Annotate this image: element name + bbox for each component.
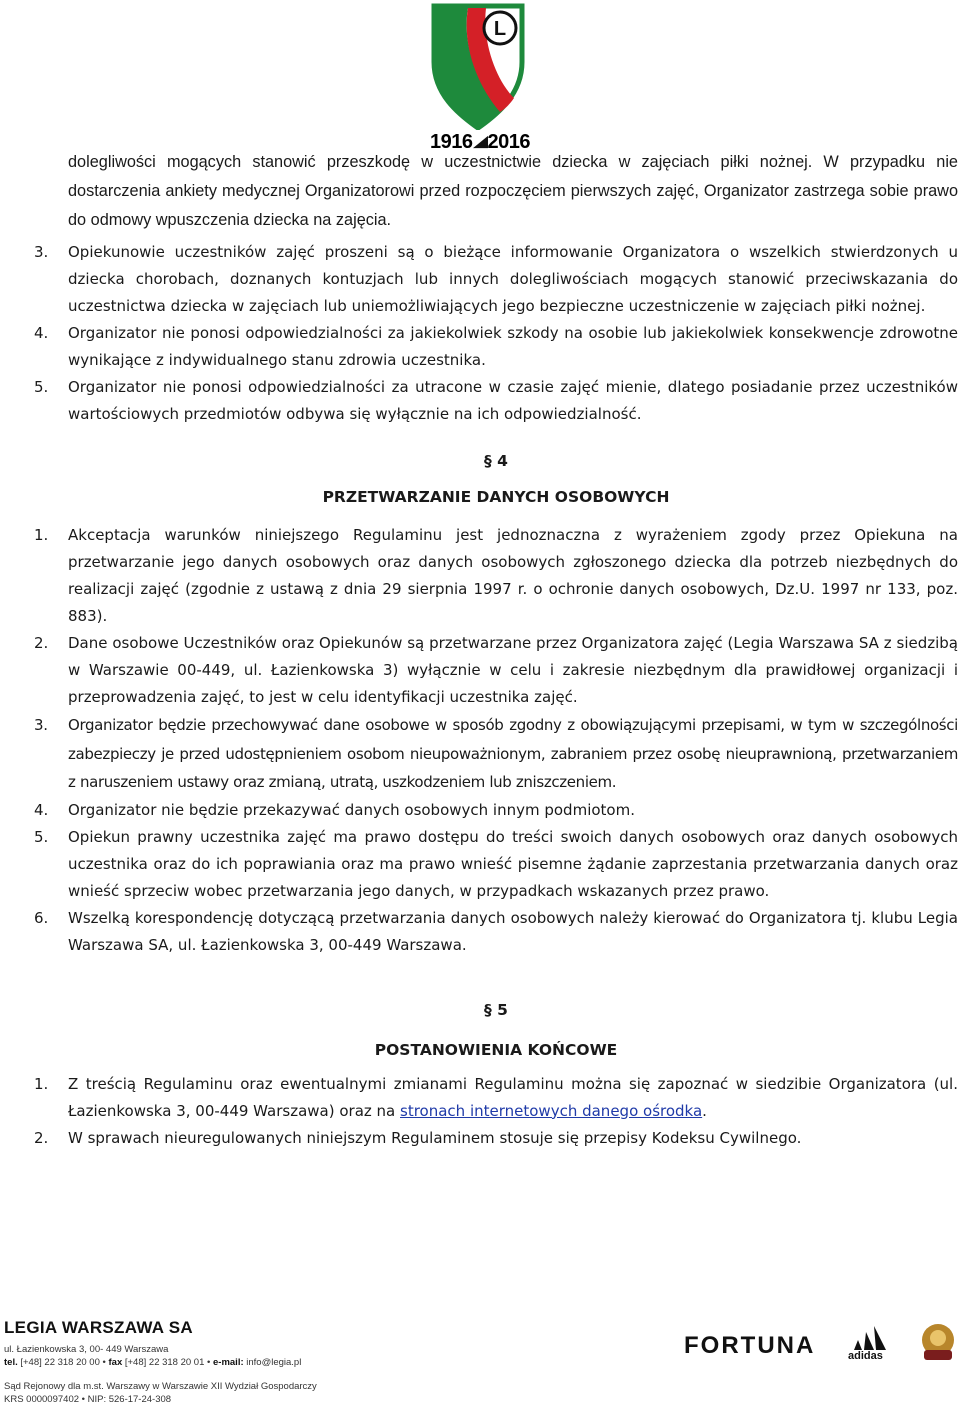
fortuna-logo: FORTUNA bbox=[684, 1332, 816, 1359]
adidas-wordmark: adidas bbox=[848, 1350, 883, 1362]
item-text: W sprawach nieuregulowanych niniejszym Regulaminem stosuje się przepisy Kodeksu Cywilnego. bbox=[68, 1128, 802, 1147]
section-5-mark: § 5 bbox=[484, 1000, 508, 1019]
item-number: 3. bbox=[34, 243, 49, 261]
item-number: 5. bbox=[34, 827, 49, 846]
footer-contact bbox=[4, 1318, 384, 1370]
list-item bbox=[34, 239, 958, 320]
item-number: 4. bbox=[34, 800, 49, 819]
list-item bbox=[34, 905, 958, 959]
organization-address: ul. Łazienkowska 3, 00- 449 Warszawa bbox=[4, 1344, 169, 1355]
item-text-end: . bbox=[702, 1101, 707, 1120]
kolejorz-beer-logo-icon bbox=[918, 1320, 958, 1368]
list-item bbox=[34, 522, 958, 630]
email-label: e-mail: bbox=[213, 1357, 244, 1368]
list-item bbox=[34, 320, 958, 374]
fax-label: fax bbox=[108, 1357, 123, 1368]
centre-website-link[interactable]: stronach internetowych danego ośrodka bbox=[400, 1101, 703, 1120]
court-registry bbox=[4, 1380, 317, 1406]
item-number: 1. bbox=[34, 526, 49, 544]
contact-line: tel. [+48] 22 318 20 00 • fax [+48] 22 318 20 01 • e-mail: info@legia.pl bbox=[4, 1357, 302, 1368]
tel-label: tel. bbox=[4, 1357, 18, 1368]
item-text: Z treścią Regulaminu oraz ewentualnymi zmianami Regulaminu można się zapoznać w siedzibie Organizatora (ul. Łazienkowska 3, 00-449 Warszawa) oraz na bbox=[68, 1074, 958, 1120]
item-number: 2. bbox=[34, 1128, 49, 1147]
item-text: Akceptacja warunków niniejszego Regulaminu jest jednoznaczna z wyrażeniem zgody przez Opiekuna na przetwarzanie jego danych osobowych oraz danych osobowych zgłoszonego dziecka dla potrzeb niezbędnych do realizacji zajęć (zgodnie z ustawą z dnia 29 sierpnia 1997 r. o ochronie danych osobowych, Dz.U. 1997 nr 133, poz. 883). bbox=[68, 526, 958, 625]
organization-name: LEGIA WARSZAWA SA bbox=[4, 1318, 193, 1337]
item-number: 5. bbox=[34, 378, 49, 396]
item-text: Organizator nie ponosi odpowiedzialności za utracone w czasie zajęć mienie, dlatego posiadanie przez uczestników wartościowych przedmiotów odbywa się wyłącznie na ich odpowiedzialność. bbox=[68, 378, 958, 423]
list-item bbox=[34, 824, 958, 905]
item-text: Organizator będzie przechowywać dane osobowe w sposób zgodny z obowiązującymi przepisami, w tym w szczególności zabezpieczy je przed udostępnieniem osobom nieupoważnionym, zabraniem przez osobę nieuprawnioną, przetwarzaniem z naruszeniem ustawy oraz zmianą, utratą, uszkodzeniem lub zniszczeniem. bbox=[68, 716, 958, 791]
section-4-title: PRZETWARZANIE DANYCH OSOBOWYCH bbox=[322, 488, 670, 506]
list-item bbox=[34, 374, 958, 428]
item-number: 1. bbox=[34, 1074, 49, 1093]
list-item bbox=[34, 630, 958, 711]
item-text: Opiekun prawny uczestnika zajęć ma prawo dostępu do treści swoich danych osobowych oraz danych osobowych uczestnika oraz do ich poprawiania oraz ma prawo wnieść pisemne żądanie zaprzestania przetwarzania danych oraz wnieść sprzeciw wobec przetwarzania jego danych, w przypadkach wskazanych przez prawo. bbox=[68, 827, 958, 900]
document-body bbox=[34, 148, 958, 1152]
item-number: 2. bbox=[34, 634, 49, 652]
item-number: 6. bbox=[34, 908, 49, 927]
section-5-list bbox=[34, 1071, 958, 1152]
krs-nip-text: KRS 0000097402 • NIP: 526-17-24-308 bbox=[4, 1394, 172, 1405]
item-text: Dane osobowe Uczestników oraz Opiekunów są przetwarzane przez Organizatora zajęć (Legia Warszawa SA z siedzibą w Warszawie 00-449, ul. Łazienkowska 3) wyłącznie w celu i zakresie niezbędnym dla prawidłowej organizacji i przeprowadzenia zajęć, to jest w celu identyfikacji uczestnika zajęć. bbox=[68, 634, 958, 706]
intro-paragraph: dolegliwości mogących stanowić przeszkodę w uczestnictwie dziecka w zajęciach piłki nożnej. W przypadku nie dostarczenia ankiety medycznej Organizatorowi przed rozpoczęciem pierwszych zajęć, Organizator zastrzega sobie prawo do odmowy wpuszczenia dziecka na zajęcia. bbox=[68, 153, 958, 229]
list-item bbox=[34, 797, 958, 824]
adidas-logo-icon bbox=[850, 1326, 890, 1350]
year-end: 2016 bbox=[487, 130, 530, 153]
item-number: 3. bbox=[34, 716, 48, 734]
fax-value: [+48] 22 318 20 01 bbox=[124, 1357, 205, 1368]
court-text: Sąd Rejonowy dla m.st. Warszawy w Warszawie XII Wydział Gospodarczy bbox=[4, 1381, 317, 1392]
item-number: 4. bbox=[34, 324, 49, 342]
item-text: Organizator nie ponosi odpowiedzialności za jakiekolwiek szkody na osobie lub jakiekolwiek konsekwencje zdrowotne wynikające z indywidualnego stanu zdrowia uczestnika. bbox=[68, 324, 958, 369]
item-text: Wszelką korespondencję dotyczącą przetwarzania danych osobowych należy kierować do Organizatora tj. klubu Legia Warszawa SA, ul. Łazienkowska 3, 00-449 Warszawa. bbox=[68, 908, 958, 954]
section-5-title: POSTANOWIENIA KOŃCOWE bbox=[374, 1040, 618, 1059]
section-4-list bbox=[34, 522, 958, 959]
previous-section-list bbox=[34, 239, 958, 428]
list-item bbox=[34, 711, 958, 797]
email-value: info@legia.pl bbox=[246, 1357, 302, 1368]
item-text: Opiekunowie uczestników zajęć proszeni są o bieżące informowanie Organizatora o wszelkich stwierdzonych u dziecka chorobach, doznanych kontuzjach lub innych dolegliwościach mogących stanowić przeciwskazania do uczestnictwa dziecka w zajęciach lub uniemożliwiających jego bezpieczne uczestniczenie w zajęciach piłki nożnej. bbox=[68, 243, 958, 315]
svg-text:L: L bbox=[493, 18, 507, 40]
item-text: Organizator nie będzie przekazywać danych osobowych innym podmiotom. bbox=[68, 800, 635, 819]
sponsor-logos bbox=[680, 1320, 960, 1370]
section-4-mark: § 4 bbox=[484, 452, 508, 470]
legia-crest-logo bbox=[428, 2, 528, 130]
tel-value: [+48] 22 318 20 00 bbox=[20, 1357, 100, 1368]
list-item bbox=[34, 1125, 958, 1152]
list-item bbox=[34, 1071, 958, 1125]
year-start: 1916 bbox=[430, 130, 473, 153]
page-header bbox=[0, 0, 960, 155]
